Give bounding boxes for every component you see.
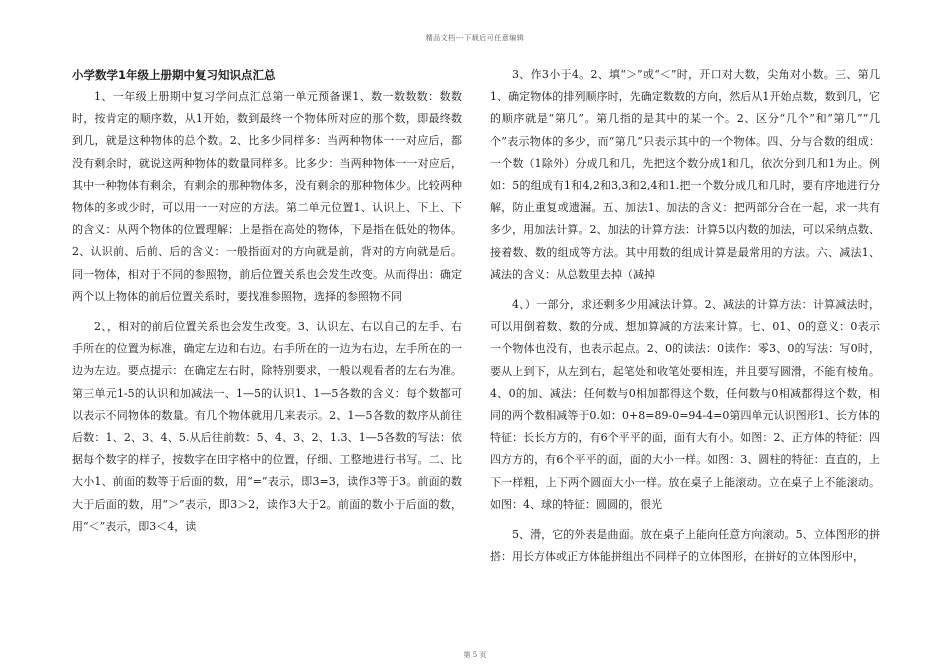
body-paragraph: 1、一年级上册期中复习学问点汇总第一单元预备课1、数一数数数：数数时，按肯定的顺序数，从1开始，数到最终一个物体所对应的那个数，即最终数到几，就是这种物体的总个数。2、比多少同样多：当两种物体一一对应后，都没有剩余时，就说这两种物体的数量同样多。比多少：当两种物体一一对应后，其中一种物体有剩余，有剩余的那种物体多，没有剩余的那种物体少。比较两种物体的多或少时，可以用一一对应的方法。第二单元位置1、认识上、下上、下的含义：从两个物体的位置理解：上是指在高处的物体，下是指在低处的物体。2、认识前、后前、后的含义：一般指面对的方向就是前，背对的方向就是后。同一物体，相对于不同的参照物，前后位置关系也会发生改变。从而得出：确定两个以上物体的前后位置关系时，要找准参照物，选择的参照物不同 <box>72 90 462 303</box>
document-title: 小学数学1年级上册期中复习知识点汇总 <box>72 68 276 82</box>
body-paragraph: 4、）一部分，求还剩多少用减法计算。2、减法的计算方法：计算减法时，可以用倒着数、数的分成、想加算减的方法来计算。七、01、0的意义：0表示一个物体也没有，也表示起点。2、0的读法：0读作：零3、0的写法：写0时，要从上到下，从左到右，起笔处和收笔处要相连，并且要写圆滑，不能有棱角。4、0的加、减法：任何数与0相加都得这个数，任何数与0相减都得这个数，相同的两个数相减等于0.如：0+8=89-0=94-4=0第四单元认识图形1、长方体的特征：长长方方的，有6个平平的面，面有大有小。如图：2、正方体的特征：四四方方的，有6个平平的面，面的大小一样。如图：3、圆柱的特征：直直的，上下一样粗，上下两个圆面大小一样。放在桌子上能滚动。立在桌子上不能滚动。如图：4、球的特征：圆圆的，很光 <box>490 298 880 511</box>
page-header: 精品文档---下载后可任意编辑 <box>425 34 525 42</box>
body-paragraph: 2、，相对的前后位置关系也会发生改变。3、认识左、右以自己的左手、右手所在的位置为标准，确定左边和右边。右手所在的一边为右边，左手所在的一边为左边。要点提示：在确定左右时，除特别要求，一般以观看者的左右为准。第三单元1-5的认识和加减法一、1—5的认识1、1—5各数的含义：每个数都可以表示不同物体的数量。有几个物体就用几来表示。2、1—5各数的数序从前往后数：1、2、3、4、5.从后往前数：5、4、3、2、1.3、1—5各数的写法：依据每个数字的样子，按数字在田字格中的位置，仔细、工整地进行书写。二、比大小1、前面的数等于后面的数，用“=”表示，即3=3，读作3等于3。前面的数大于后面的数，用“＞”表示，即3＞2，读作3大于2。前面的数小于后面的数，用“＜”表示，即3＜4，读 <box>72 320 462 533</box>
body-paragraph: 3、作3小于4。2、填“＞”或“＜”时，开口对大数，尖角对小数。三、第几1、确定物体的排列顺序时，先确定数数的方向，然后从1开始点数，数到几，它的顺序就是“第几”。第几指的是其中的某一个。2、区分“几个”和“第几”“几个”表示物体的多少，而“第几”只表示其中的一个物体。四、分与合数的组成：一个数（1除外）分成几和几，先把这个数分成1和几，依次分到几和1为止。例如：5的组成有1和4,2和3,3和2,4和1.把一个数分成几和几时，要有序地进行分解，防止重复或遗漏。五、加法1、加法的含义：把两部分合在一起，求一共有多少，用加法计算。2、加法的计算方法：计算5以内数的加法，可以采纳点数、接着数、数的组成等方法。其中用数的组成计算是最常用的方法。六、减法1、减法的含义：从总数里去掉（减掉 <box>490 68 880 281</box>
page-number: 第 5 页 <box>463 651 487 659</box>
left-column <box>72 64 462 546</box>
body-paragraph: 5、滑，它的外表是曲面。放在桌子上能向任意方向滚动。5、立体图形的拼搭：用长方体或正方体能拼组出不同样子的立体图形，在拼好的立体图形中， <box>490 528 880 564</box>
right-column <box>490 64 880 576</box>
